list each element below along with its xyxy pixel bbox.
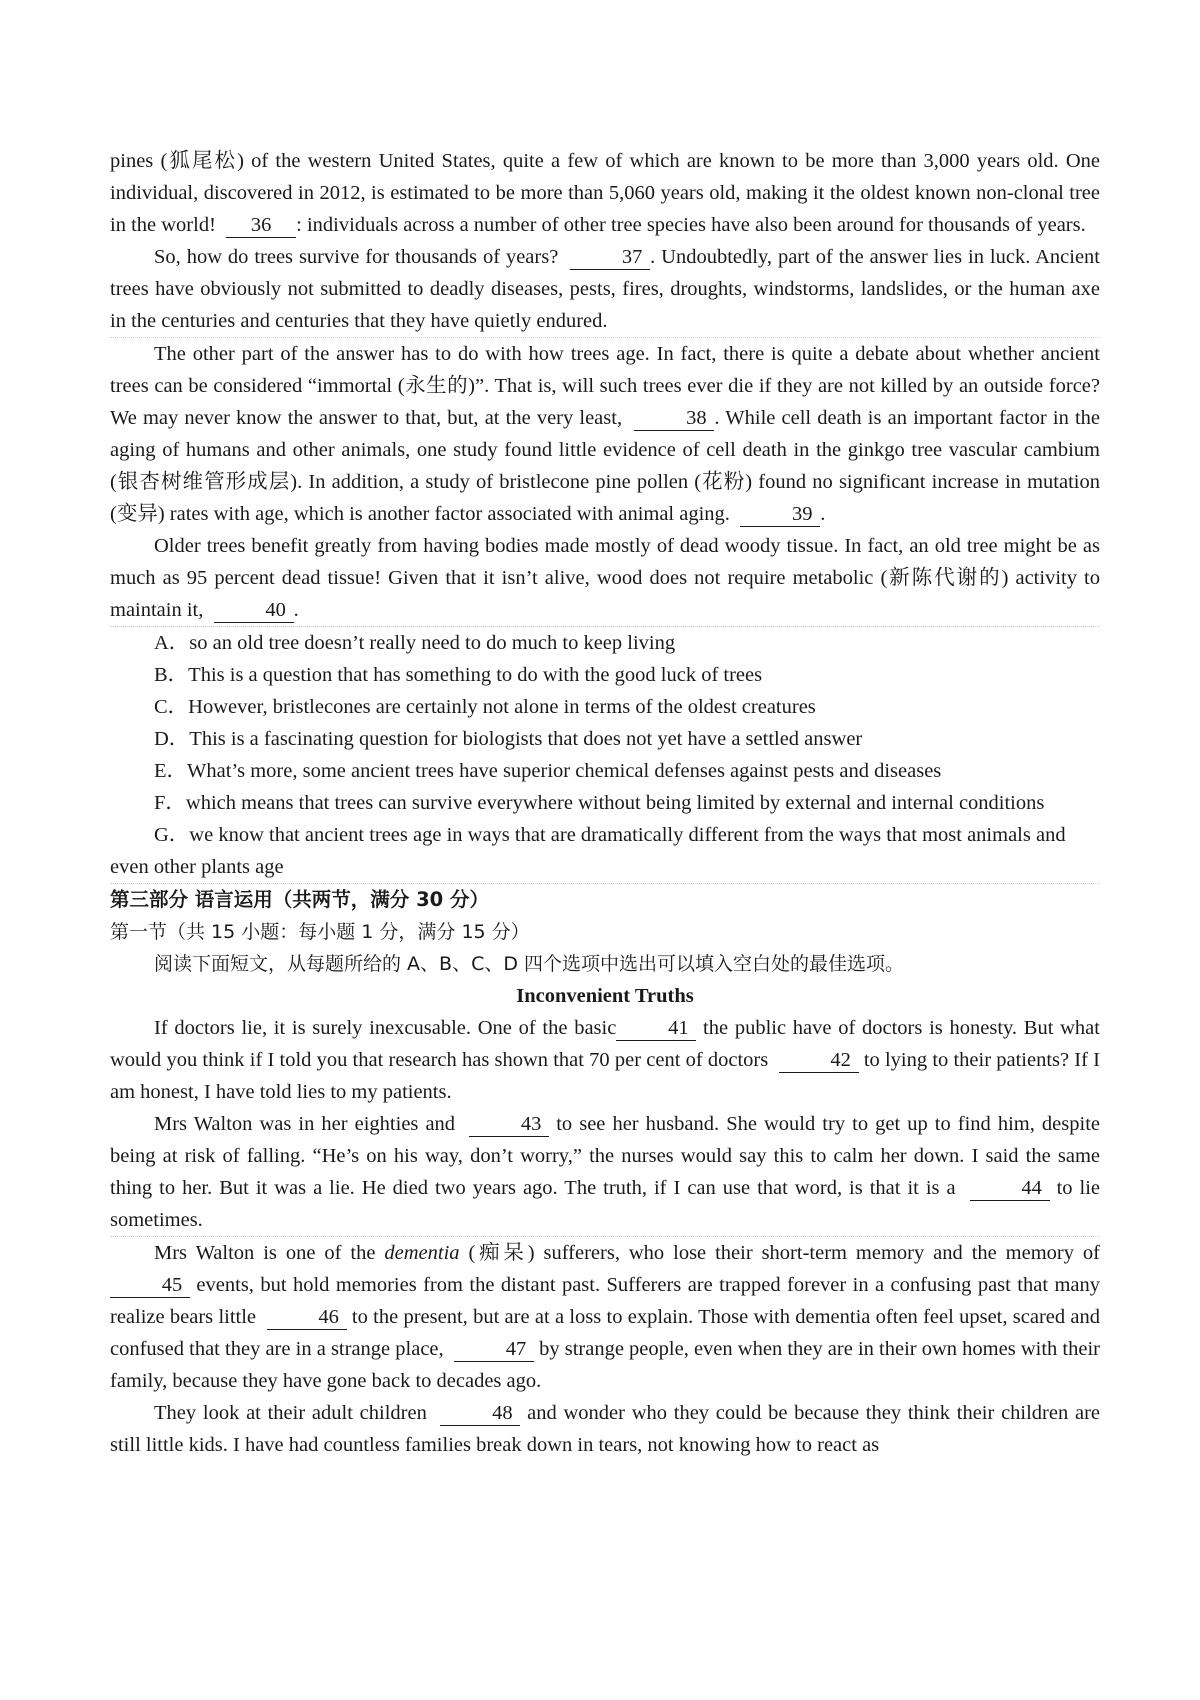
section-heading: 第三部分 语言运用（共两节，满分 30 分）: [110, 888, 490, 911]
option-d[interactable]: D．This is a fascinating question for biologists that does not yet have a settled answer: [154, 728, 863, 750]
section-subheading: 第一节（共 15 小题：每小题 1 分，满分 15 分）: [110, 921, 530, 943]
text: events, but hold memories from the distant past. Sufferers are trapped forever in a confusing past that many realize bears little: [110, 1274, 1100, 1328]
paragraph-how-survive: [110, 241, 1100, 338]
text: . Undoubtedly, part of the answer lies in luck. Ancient trees have obviously not submitted to deadly diseases, pests, fires, droughts, windstorms, landslides, or the human axe in the centuries and centuries that they have quietly endured.: [110, 246, 1101, 332]
option-b[interactable]: B．This is a question that has something to do with the good luck of trees: [154, 664, 763, 686]
blank-38[interactable]: 38: [634, 406, 714, 431]
blank-41[interactable]: 41: [616, 1016, 696, 1041]
blank-37[interactable]: 37: [570, 245, 650, 270]
text: They look at their adult children: [154, 1402, 427, 1424]
blank-43[interactable]: 43: [469, 1112, 549, 1137]
text-italic: dementia: [384, 1242, 460, 1264]
blank-44[interactable]: 44: [970, 1176, 1050, 1201]
option-e[interactable]: E．What’s more, some ancient trees have superior chemical defenses against pests and diseases: [154, 760, 942, 782]
text: to lie sometimes.: [110, 1177, 1101, 1231]
paragraph-dementia: [110, 1237, 1100, 1397]
blank-42[interactable]: 42: [779, 1048, 859, 1073]
section-instruction: 阅读下面短文，从每题所给的 A、B、C、D 四个选项中选出可以填入空白处的最佳选项。: [154, 953, 905, 975]
text: .: [293, 599, 299, 621]
paragraph-bristlecone-intro: [110, 145, 1100, 241]
passage-title: Inconvenient Truths: [516, 985, 694, 1007]
text: . While cell death is an important factor in the aging of humans and other animals, one study found little evidence of cell death in the ginkgo tree vascular cambium (银杏树维管形成层). In addition, a study of bristlecone pine pollen (花粉) found no significant increase in mutation (变异) rates with age, which is another factor associated with animal aging.: [110, 407, 1101, 525]
text: So, how do trees survive for thousands of years?: [154, 246, 559, 268]
option-g[interactable]: G．we know that ancient trees age in ways that are dramatically different from the ways that most animals and even other plants age: [110, 819, 1100, 884]
text: to lying to their patients? If I am honest, I have told lies to my patients.: [110, 1049, 1100, 1103]
blank-48[interactable]: 48: [440, 1401, 520, 1426]
paragraph-adult-children: [110, 1397, 1100, 1461]
paragraph-doctors-lie: [110, 1012, 1100, 1108]
text: Older trees benefit greatly from having bodies made mostly of dead woody tissue. In fact, an old tree might be as much as 95 percent dead tissue! Given that it isn’t alive, wood does not require metabolic (新陈代谢的) activity to maintain it,: [110, 535, 1100, 621]
blank-46[interactable]: 46: [267, 1305, 347, 1330]
option-f[interactable]: F．which means that trees can survive everywhere without being limited by external and internal conditions: [154, 792, 1045, 814]
text: to see her husband. She would try to get up to find him, despite being at risk of falling. “He’s on his way, don’t worry,” the nurses would say this to calm her down. I said the same thing to her. But it was a lie. He died two years ago. The truth, if I can use that word, is that it is a: [110, 1113, 1100, 1199]
text: to the present, but are at a loss to explain. Those with dementia often feel upset, scared and confused that they are in a strange place,: [110, 1306, 1101, 1360]
blank-36[interactable]: 36: [226, 213, 296, 238]
text: : individuals across a number of other tree species have also been around for thousands of years.: [296, 214, 1086, 236]
paragraph-how-trees-age: [110, 338, 1100, 530]
blank-47[interactable]: 47: [454, 1337, 534, 1362]
text: Mrs Walton was in her eighties and: [154, 1113, 456, 1135]
text: The other part of the answer has to do with how trees age. In fact, there is quite a debate about whether ancient trees can be considered “immortal (永生的)”. That is, will such trees ever die if they are not killed by an outside force? We may never know the answer to that, but, at the very least,: [110, 343, 1100, 429]
paragraph-mrs-walton: [110, 1108, 1100, 1237]
document-page: [110, 145, 1100, 1461]
blank-45[interactable]: 45: [110, 1273, 190, 1298]
text: (痴呆) sufferers, who lose their short-term memory and the memory of: [459, 1242, 1100, 1264]
option-a[interactable]: A．so an old tree doesn’t really need to do much to keep living: [154, 632, 676, 654]
text: If doctors lie, it is surely inexcusable. One of the basic: [154, 1017, 617, 1039]
blank-39[interactable]: 39: [740, 502, 820, 527]
blank-40[interactable]: 40: [214, 598, 294, 623]
text: and wonder who they could be because they think their children are still little kids. I have had countless families break down in tears, not knowing how to react as: [110, 1402, 1101, 1456]
text: Mrs Walton is one of the: [154, 1242, 376, 1264]
paragraph-dead-tissue: [110, 530, 1100, 627]
text: the public have of doctors is honesty. But what would you think if I told you that research has shown that 70 per cent of doctors: [110, 1017, 1100, 1071]
option-c[interactable]: C．However, bristlecones are certainly not alone in terms of the oldest creatures: [154, 696, 816, 718]
text: pines (狐尾松) of the western United States, quite a few of which are known to be more than 3,000 years old. One individual, discovered in 2012, is estimated to be more than 5,060 years old, making it the oldest known non-clonal tree in the world!: [110, 150, 1100, 236]
text: by strange people, even when they are in their own homes with their family, because they have gone back to decades ago.: [110, 1338, 1100, 1392]
text: .: [820, 503, 826, 525]
